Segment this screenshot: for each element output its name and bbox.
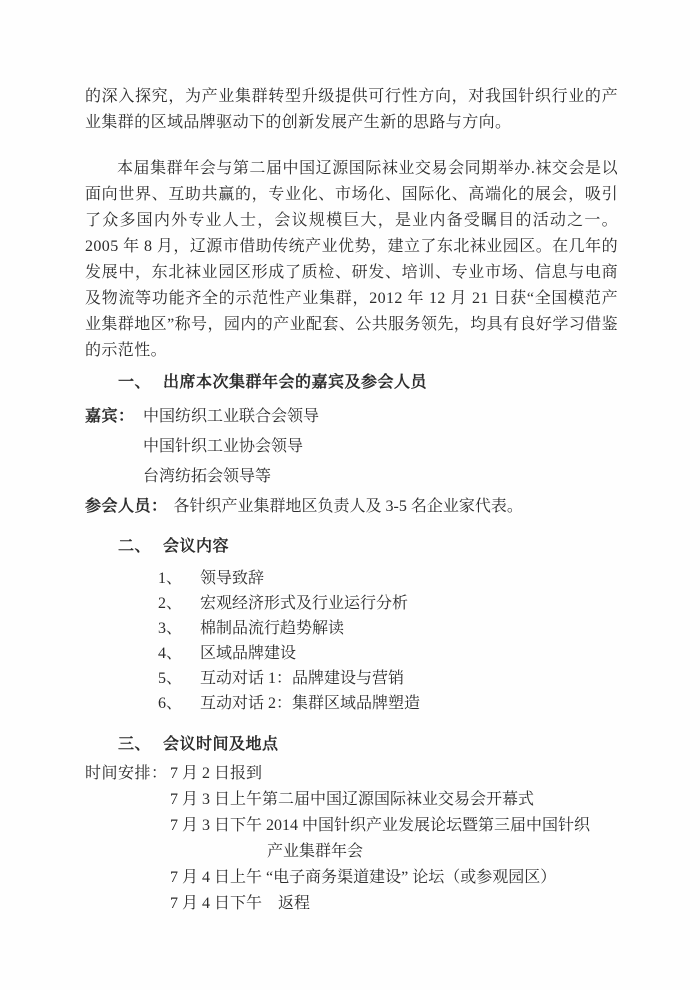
agenda-item-text: 领导致辞 [200,570,265,587]
agenda-item-number: 2、 [158,595,183,612]
agenda-item [85,591,618,616]
agenda-item [85,691,618,716]
schedule-list [170,761,590,917]
agenda-item-number: 4、 [158,645,183,662]
section-1-number: 一、 [118,374,152,391]
schedule-row: 7 月 2 日报到 [170,765,263,782]
paragraph-1: 的深入探究，为产业集群转型升级提供可行性方向，对我国针织行业的产业集群的区域品牌驱动下的创新发展产生新的思路与方向。 [85,88,618,131]
schedule-row: 7 月 4 日上午 “电子商务渠道建设” 论坛（或参观园区） [170,869,557,886]
guests-block [85,402,618,492]
schedule-label: 时间安排： [85,765,168,782]
agenda-item-number: 5、 [158,670,183,687]
schedule-row-continuation: 产业集群年会 [267,843,364,860]
schedule-row: 7 月 4 日下午 返程 [170,895,311,912]
guests-label: 嘉宾： [85,408,135,425]
agenda-item [85,666,618,691]
agenda-item-text: 区域品牌建设 [200,645,297,662]
section-3-title: 会议时间及地点 [163,736,279,753]
schedule-row: 7 月 3 日上午第二届中国辽源国际袜业交易会开幕式 [170,791,535,808]
guest-item: 中国纺织工业联合会领导 [143,408,320,425]
participants-block [85,492,618,522]
agenda-item-number: 1、 [158,570,183,587]
guest-item: 台湾纺拓会领导等 [143,468,272,485]
paragraph-2: 本届集群年会与第二届中国辽源国际袜业交易会同期举办.袜交会是以面向世界、互助共赢的，专业化、市场化、国际化、高端化的展会，吸引了众多国内外专业人士，会议规模巨大，是业内备受瞩目的活动之一。2005 年 8 月，辽源市借助传统产业优势，建立了东北袜业园区。在几年的发展中，东北袜业园区形成了质检、研发、培训、专业市场、信息与电商及物流等功能齐全的示范性产业集群，2012 年 12 月 21 日获“全国模范产业集群地区”称号，园内的产业配套、公共服务领先，均具有良好学习借鉴的示范性。 [85,160,618,359]
section-3-heading [85,732,618,758]
guest-item: 中国针织工业协会领导 [143,438,304,455]
section-1-heading [85,370,618,396]
agenda-list [85,566,618,716]
agenda-item-text: 互动对话 2：集群区域品牌塑造 [200,695,421,712]
agenda-item-text: 互动对话 1：品牌建设与营销 [200,670,405,687]
section-2-title: 会议内容 [163,538,230,555]
schedule-row: 7 月 3 日下午 2014 中国针织产业发展论坛暨第三届中国针织 [170,817,591,834]
section-3-number: 三、 [118,736,152,753]
agenda-item-number: 6、 [158,695,183,712]
guests-list [143,402,319,492]
section-2-heading [85,534,618,560]
participants-label: 参会人员： [85,498,168,515]
agenda-item [85,641,618,666]
section-2-number: 二、 [118,538,152,555]
agenda-item [85,616,618,641]
section-1-title: 出席本次集群年会的嘉宾及参会人员 [163,374,428,391]
agenda-item-text: 宏观经济形式及行业运行分析 [200,595,409,612]
schedule-block [85,761,618,917]
participants-text: 各针织产业集群地区负责人及 3-5 名企业家代表。 [173,498,523,515]
agenda-item-number: 3、 [158,620,183,637]
agenda-item [85,566,618,591]
agenda-item-text: 棉制品流行趋势解读 [200,620,345,637]
